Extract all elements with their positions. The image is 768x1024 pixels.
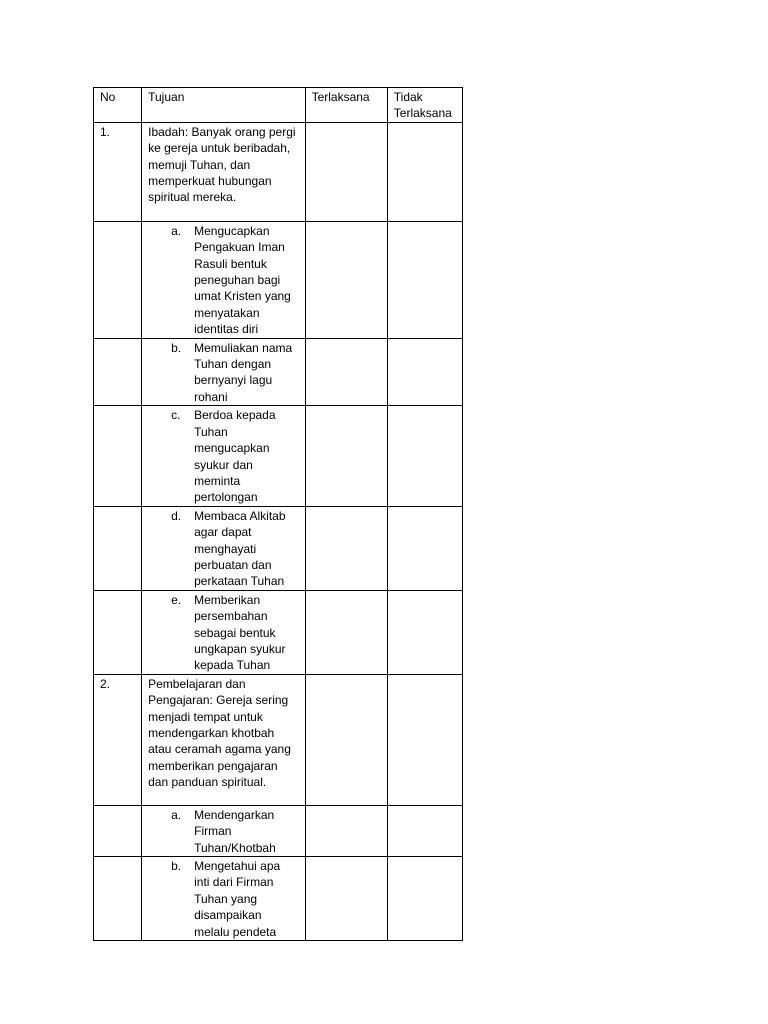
row-goal	[142, 221, 305, 338]
row-goal	[142, 857, 305, 941]
terlaksana-cell[interactable]	[305, 590, 387, 674]
tidak-terlaksana-cell[interactable]	[387, 805, 462, 856]
sub-item	[148, 223, 298, 338]
sub-item-letter: d.	[171, 508, 182, 523]
table-row	[94, 338, 463, 406]
sub-item	[148, 508, 298, 590]
sub-item-letter: b.	[171, 859, 182, 873]
terlaksana-cell[interactable]	[305, 506, 387, 590]
sub-item	[148, 340, 298, 406]
sub-item-text: Mendengarkan Firman Tuhan/Khotbah	[194, 807, 276, 855]
row-number	[94, 857, 142, 941]
row-number: 1.	[94, 122, 142, 221]
sub-item-text: Membaca Alkitab agar dapat menghayati perbuatan dan perkataan Tuhan	[194, 508, 286, 589]
header-row	[94, 88, 463, 123]
sub-item-letter: a.	[171, 807, 182, 822]
header-tujuan: Tujuan	[142, 88, 305, 123]
row-number	[94, 221, 142, 338]
terlaksana-cell[interactable]	[305, 805, 387, 856]
table-row	[94, 122, 463, 221]
row-number	[94, 805, 142, 856]
tidak-terlaksana-cell[interactable]	[387, 221, 462, 338]
sub-item-letter: a.	[171, 223, 182, 238]
table-row	[94, 805, 463, 856]
sub-item-text: Mengetahui apa inti dari Firman Tuhan yang disampaikan melalu pendeta	[194, 859, 281, 939]
row-number	[94, 338, 142, 406]
tidak-terlaksana-cell[interactable]	[387, 590, 462, 674]
sub-item	[148, 807, 298, 856]
table-row	[94, 221, 463, 338]
sub-item-text: Mengucapkan Pengakuan Iman Rasuli bentuk peneguhan bagi umat Kristen yang menyatakan identitas diri	[194, 223, 291, 337]
sub-item	[148, 592, 298, 674]
sub-item-letter: b.	[171, 340, 182, 355]
table-row	[94, 590, 463, 674]
table-row	[94, 857, 463, 941]
sub-item-text: Berdoa kepada Tuhan mengucapkan syukur dan meminta pertolongan	[194, 408, 276, 505]
row-goal: Ibadah: Banyak orang pergi ke gereja untuk beribadah, memuji Tuhan, dan memperkuat hubungan spiritual mereka.	[142, 122, 305, 221]
row-number	[94, 590, 142, 674]
header-terlaksana: Terlaksana	[305, 88, 387, 123]
sub-item-letter: e.	[171, 592, 182, 607]
row-goal	[142, 805, 305, 856]
terlaksana-cell[interactable]	[305, 221, 387, 338]
terlaksana-cell[interactable]	[305, 857, 387, 941]
table-row	[94, 506, 463, 590]
table-row	[94, 674, 463, 805]
table-row	[94, 406, 463, 506]
header-no: No	[94, 88, 142, 123]
sub-item-text: Memuliakan nama Tuhan dengan bernyanyi lagu rohani	[194, 340, 293, 404]
row-goal	[142, 590, 305, 674]
row-goal: Pembelajaran dan Pengajaran: Gereja sering menjadi tempat untuk mendengarkan khotbah atau ceramah agama yang memberikan pengajaran dan panduan spiritual.	[142, 674, 305, 805]
tidak-terlaksana-cell[interactable]	[387, 122, 462, 221]
row-number	[94, 406, 142, 506]
sub-item	[148, 407, 298, 505]
row-goal	[142, 338, 305, 406]
tidak-terlaksana-cell[interactable]	[387, 406, 462, 506]
tidak-terlaksana-cell[interactable]	[387, 857, 462, 941]
tidak-terlaksana-cell[interactable]	[387, 674, 462, 805]
sub-item	[148, 858, 298, 940]
header-tidak-terlaksana: Tidak Terlaksana	[387, 88, 462, 123]
row-number	[94, 506, 142, 590]
goals-table	[93, 87, 463, 941]
row-goal	[142, 506, 305, 590]
row-goal	[142, 406, 305, 506]
terlaksana-cell[interactable]	[305, 338, 387, 406]
tidak-terlaksana-cell[interactable]	[387, 506, 462, 590]
row-number: 2.	[94, 674, 142, 805]
terlaksana-cell[interactable]	[305, 406, 387, 506]
tidak-terlaksana-cell[interactable]	[387, 338, 462, 406]
sub-item-text: Memberikan persembahan sebagai bentuk ungkapan syukur kepada Tuhan	[194, 592, 286, 673]
sub-item-letter: c.	[171, 408, 181, 423]
terlaksana-cell[interactable]	[305, 674, 387, 805]
terlaksana-cell[interactable]	[305, 122, 387, 221]
